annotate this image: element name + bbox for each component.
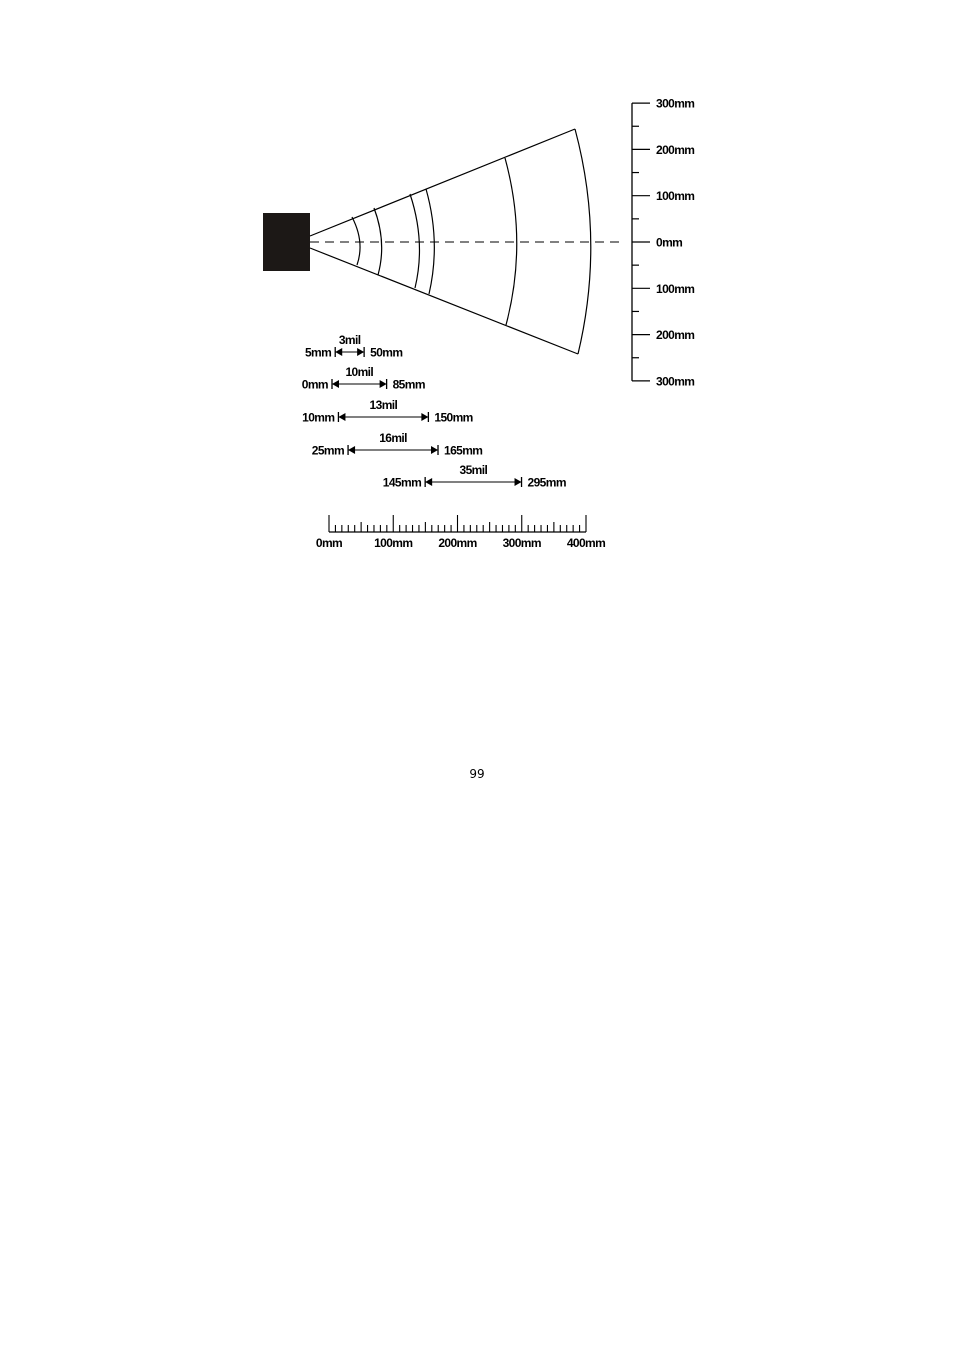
horizontal-scale-label: 400mm xyxy=(566,536,606,550)
vertical-scale-label: 300mm xyxy=(656,374,695,389)
range-near-label: 5mm xyxy=(304,345,332,360)
vertical-scale-label: 0mm xyxy=(656,235,683,250)
range-density-label: 3mil xyxy=(338,333,361,347)
dof-arc xyxy=(410,194,419,288)
range-near-label: 0mm xyxy=(301,377,328,392)
page-number: 99 xyxy=(469,767,485,781)
vertical-scale-label: 100mm xyxy=(656,281,695,296)
scan-range-diagram xyxy=(0,0,954,600)
horizontal-scale-label: 300mm xyxy=(502,536,541,550)
beam-edge-top xyxy=(310,129,575,236)
range-arrow-left xyxy=(332,380,339,388)
vertical-scale-label: 300mm xyxy=(656,96,695,111)
range-far-label: 150mm xyxy=(434,410,473,425)
range-arrow-left xyxy=(338,413,345,421)
vertical-scale xyxy=(632,97,694,389)
range-35mil xyxy=(383,463,566,490)
range-10mil xyxy=(302,365,425,392)
vertical-scale-label: 100mm xyxy=(656,189,695,204)
range-arrow-right xyxy=(421,413,428,421)
range-arrow-right xyxy=(431,446,438,454)
range-arrow-left xyxy=(335,348,342,356)
horizontal-scale-label: 0mm xyxy=(315,536,343,550)
range-near-label: 145mm xyxy=(382,475,422,490)
horizontal-scale xyxy=(316,515,605,550)
range-arrow-right xyxy=(357,348,364,356)
vertical-scale-label: 200mm xyxy=(656,142,695,157)
range-arrow-right xyxy=(380,380,387,388)
horizontal-scale-label: 200mm xyxy=(438,536,477,550)
range-3mil xyxy=(305,333,402,360)
range-far-label: 165mm xyxy=(444,443,483,458)
range-near-label: 25mm xyxy=(311,443,345,458)
range-far-label: 85mm xyxy=(392,377,425,392)
vertical-scale-label: 200mm xyxy=(656,328,695,343)
range-arrow-left xyxy=(348,446,355,454)
range-density-label: 35mil xyxy=(459,463,488,477)
range-near-label: 10mm xyxy=(302,410,335,425)
range-density-label: 10mil xyxy=(345,365,374,379)
range-13mil xyxy=(302,398,473,425)
dof-arc xyxy=(352,217,360,265)
range-arrow-left xyxy=(425,478,432,486)
range-density-label: 16mil xyxy=(379,431,407,445)
range-far-label: 295mm xyxy=(527,475,566,490)
horizontal-scale-label: 100mm xyxy=(374,536,413,550)
range-density-label: 13mil xyxy=(369,398,398,412)
range-arrow-right xyxy=(515,478,522,486)
range-far-label: 50mm xyxy=(370,345,403,360)
reading-ranges xyxy=(302,333,566,490)
scanner-head xyxy=(263,213,310,271)
range-16mil xyxy=(312,431,483,458)
